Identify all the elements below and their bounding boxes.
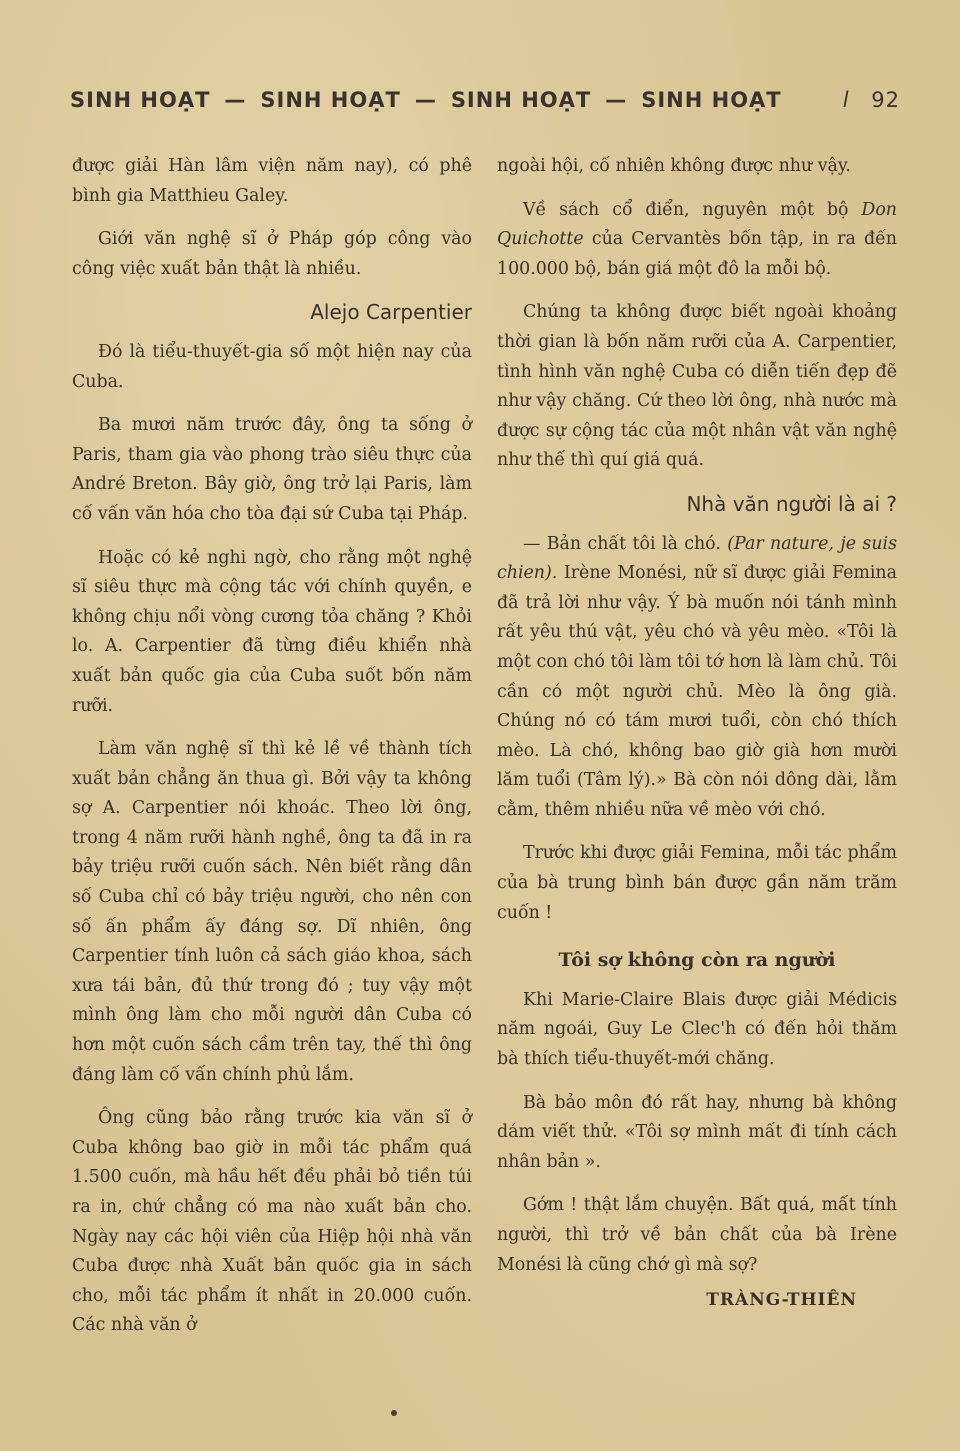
right-paragraph-3: Chúng ta không được biết ngoài khoảng thời gian là bốn năm rưỡi của A. Carpentier, tình hình văn nghệ Cuba có diễn tiến đẹp đẽ như vậy chăng. Cứ theo lời ông, nhà nước mà được sự cộng tác của một nhân vật văn nghệ như thế thì quí giá quá.: [497, 302, 897, 471]
page-number-group: [843, 88, 900, 112]
right-paragraph-8: Gớm ! thật lắm chuyện. Bất quá, mất tính người, thì trở về bản chất của bà Irène Monési là cũng chớ gì mà sợ?: [497, 1195, 897, 1275]
right-column: [497, 152, 897, 1316]
section-heading-toi-so: Tôi sợ không còn ra người: [558, 949, 836, 972]
ink-dot: [391, 1410, 397, 1416]
header-item-3: SINH HOẠT: [450, 88, 592, 112]
right-paragraph-2-text-b: của Cervantès bốn tập, in ra đến 100.000 bộ, bán giá một đô la mỗi bộ.: [497, 229, 897, 279]
left-paragraph-1: được giải Hàn lâm viện năm nay), có phê bình gia Matthieu Galey.: [72, 156, 472, 206]
left-paragraph-3: Đó là tiểu-thuyết-gia số một hiện nay của Cuba.: [72, 341, 472, 392]
header-separator-2: —: [414, 88, 437, 112]
left-paragraph-5: Hoặc có kẻ nghi ngờ, cho rằng một nghệ sĩ siêu thực mà cộng tác với chính quyền, e không chịu nổi vòng cương tỏa chăng ? Khỏi lo. A. Carpentier đã từng điều khiển nhà xuất bản quốc gia của Cuba suốt bốn năm rưỡi.: [72, 547, 472, 716]
left-column: [72, 152, 472, 1341]
book-title-don-quichotte: Don Quichotte: [497, 199, 897, 250]
right-paragraph-2: [497, 196, 897, 285]
page-number: 92: [871, 88, 900, 112]
page-number-mark: l: [842, 88, 850, 112]
header-item-1: SINH HOẠT: [70, 88, 211, 112]
right-paragraph-4-text-b: Irène Monési, nữ sĩ được giải Femina đã trả lời như vậy. Ý bà muốn nói tánh mình rất yêu thú vật, yêu chó và yêu mèo. «Tôi là một con chó tôi làm tôi tớ hơn là làm chủ. Tôi cần có một người chủ. Mèo là ông già. Chúng nó có tám mươi tuổi, còn chó thích mèo. Là chó, không bao giờ già hơn mười lăm tuổi (Tâm lý).» Bà còn nói dông dài, lằm cằm, thêm nhiều nữa về mèo với chó.: [497, 563, 897, 820]
french-quote: (Par nature, je suis chien).: [497, 533, 898, 584]
right-paragraph-2-text-a: Về sách cổ điển, nguyên một bộ: [523, 199, 862, 220]
right-paragraph-4-text-a: — Bản chất tôi là chó.: [523, 533, 728, 554]
header-separator-1: —: [224, 88, 247, 112]
left-paragraph-6: Làm văn nghệ sĩ thì kẻ lề về thành tích xuất bản chẳng ăn thua gì. Bởi vậy ta không sợ A. Carpentier nói khoác. Theo lời ông, trong 4 năm rưỡi hành nghề, ông ta đã in ra bảy triệu rưỡi cuốn sách. Nên biết rằng dân số Cuba chỉ có bảy triệu người, cho nên con số ấn phẩm ấy đáng sợ. Dĩ nhiên, ông Carpentier tính luôn cả sách giáo khoa, sách xưa tái bản, đủ thứ trong đó ; tuy vậy một mình ông làm cho mỗi người dân Cuba có hơn một cuốn sách cầm trên tay, thế thì ông đáng làm cố vấn chính phủ lắm.: [72, 739, 472, 1085]
author-signature: TRÀNG-THIÊN: [706, 1290, 857, 1311]
right-paragraph-5: Trước khi được giải Femina, mỗi tác phẩm của bà trung bình bán được gần năm trăm cuốn !: [497, 843, 897, 923]
right-paragraph-7: Bà bảo môn đó rất hay, nhưng bà không dám viết thử. «Tôi sợ mình mất đi tính cách nhân bản ».: [497, 1092, 897, 1172]
header-item-4: SINH HOẠT: [641, 88, 782, 112]
left-paragraph-2: Giới văn nghệ sĩ ở Pháp góp công vào công việc xuất bản thật là nhiều.: [72, 229, 472, 279]
left-paragraph-4: Ba mươi năm trước đây, ông ta sống ở Paris, tham gia vào phong trào siêu thực của André Breton. Bây giờ, ông trở lại Paris, làm cố vấn văn hóa cho tòa đại sứ Cuba tại Pháp.: [72, 415, 472, 524]
right-paragraph-6: Khi Marie-Claire Blais được giải Médicis năm ngoái, Guy Le Clec'h có đến hỏi thăm bà thích tiểu-thuyết-mới chăng.: [497, 989, 897, 1070]
header-separator-3: —: [605, 88, 628, 112]
section-heading-nha-van: Nhà văn người là ai ?: [686, 491, 897, 516]
header-item-2: SINH HOẠT: [260, 88, 401, 112]
section-heading-alejo-carpentier: Alejo Carpentier: [310, 300, 472, 325]
running-header: [70, 88, 900, 112]
right-paragraph-1: ngoài hội, cố nhiên không được như vậy.: [497, 156, 851, 176]
left-paragraph-7: Ông cũng bảo rằng trước kia văn sĩ ở Cuba không bao giờ in mỗi tác phẩm quá 1.500 cuốn, mà hầu hết đều phải bỏ tiền túi ra in, chứ chẳng có ma nào xuất bản cho. Ngày nay các hội viên của Hiệp hội nhà văn Cuba được nhà Xuất bản quốc gia in sách cho, mỗi tác phẩm ít nhất in 20.000 cuốn. Các nhà văn ở: [72, 1108, 472, 1336]
right-paragraph-4: [497, 530, 897, 826]
